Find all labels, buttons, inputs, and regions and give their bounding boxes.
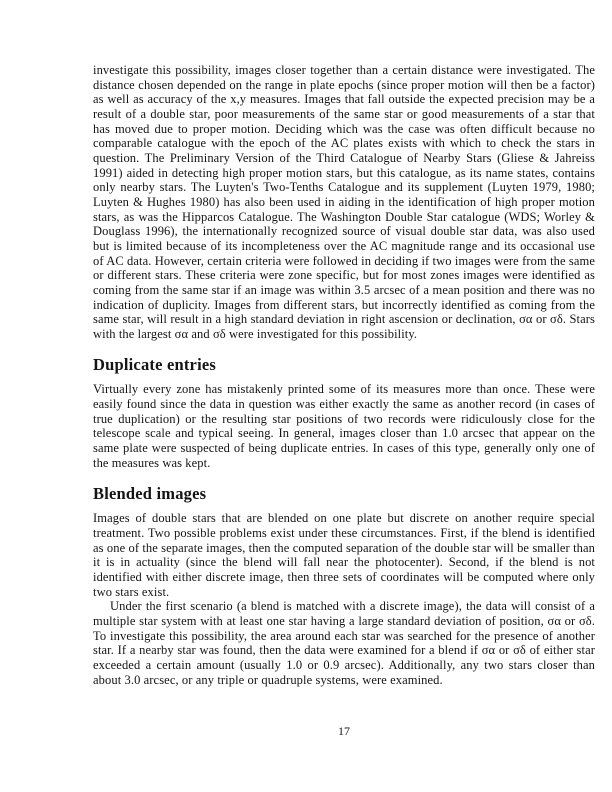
- section-heading-duplicate-entries: Duplicate entries: [93, 355, 217, 375]
- paragraph-blended-images-2: Under the first scenario (a blend is matched with a discrete image), the data will consist of a multiple star system with at least one star having a large standard deviation of position, σα or σδ. To investigate this possibility, the area around each star was searched for the presence of another star. If a nearby star was found, then the data were examined for a blend if σα or σδ of either star exceeded a certain amount (usually 1.0 or 0.9 arcsec). Additionally, any two stars closer than about 3.0 arcsec, or any triple or quadruple systems, were examined.: [93, 599, 595, 687]
- intro-paragraph: investigate this possibility, images closer together than a certain distance were investigated. The distance chosen depended on the range in plate epochs (since proper motion will then be a factor) as well as accuracy of the x,y measures. Images that fall outside the expected precision may be a result of a double star, poor measurements of the same star or good measurements of a star that has moved due to proper motion. Deciding which was the case was often difficult because no comparable catalogue with the epoch of the AC plates exists with which to check the stars in question. The Preliminary Version of the Third Catalogue of Nearby Stars (Gliese & Jahreiss 1991) aided in detecting high proper motion stars, but this catalogue, as its name states, contains only nearby stars. The Luyten's Two-Tenths Catalogue and its supplement (Luyten 1979, 1980; Luyten & Hughes 1980) has also been used in aiding in the identification of high proper motion stars, as was the Hipparcos Catalogue. The Washington Double Star catalogue (WDS; Worley & Douglass 1996), the internationally recognized source of visual double star data, was also used but is limited because of its incompleteness over the AC magnitude range and its occasional use of AC data. However, certain criteria were followed in deciding if two images were from the same or different stars. These criteria were zone specific, but for most zones images were identified as coming from the same star if an image was within 3.5 arcsec of a mean position and there was no indication of duplicity. Images from different stars, but incorrectly identified as coming from the same star, will result in a high standard deviation in right ascension or declination, σα or σδ. Stars with the largest σα and σδ were investigated for this possibility.: [93, 63, 595, 341]
- section-heading-blended-images: Blended images: [93, 484, 207, 504]
- page-number: 17: [338, 724, 350, 738]
- text-block: [93, 63, 595, 687]
- paragraph-duplicate-entries: Virtually every zone has mistakenly printed some of its measures more than once. These were easily found since the data in question was either exactly the same as another record (in cases of true duplication) or the resulting star positions of two records were ridiculously close for the telescope scale and typical seeing. In general, images closer than 1.0 arcsec that appear on the same plate were suspected of being duplicate entries. In cases of this type, generally only one of the measures was kept.: [93, 382, 595, 470]
- paragraph-blended-images-1: Images of double stars that are blended on one plate but discrete on another require special treatment. Two possible problems exist under these circumstances. First, if the blend is identified as one of the separate images, then the computed separation of the double star will be smaller than it is in actuality (since the blend will fall near the photocenter). Second, if the blend is not identified with either discrete image, then three sets of coordinates will be computed where only two stars exist.: [93, 511, 595, 599]
